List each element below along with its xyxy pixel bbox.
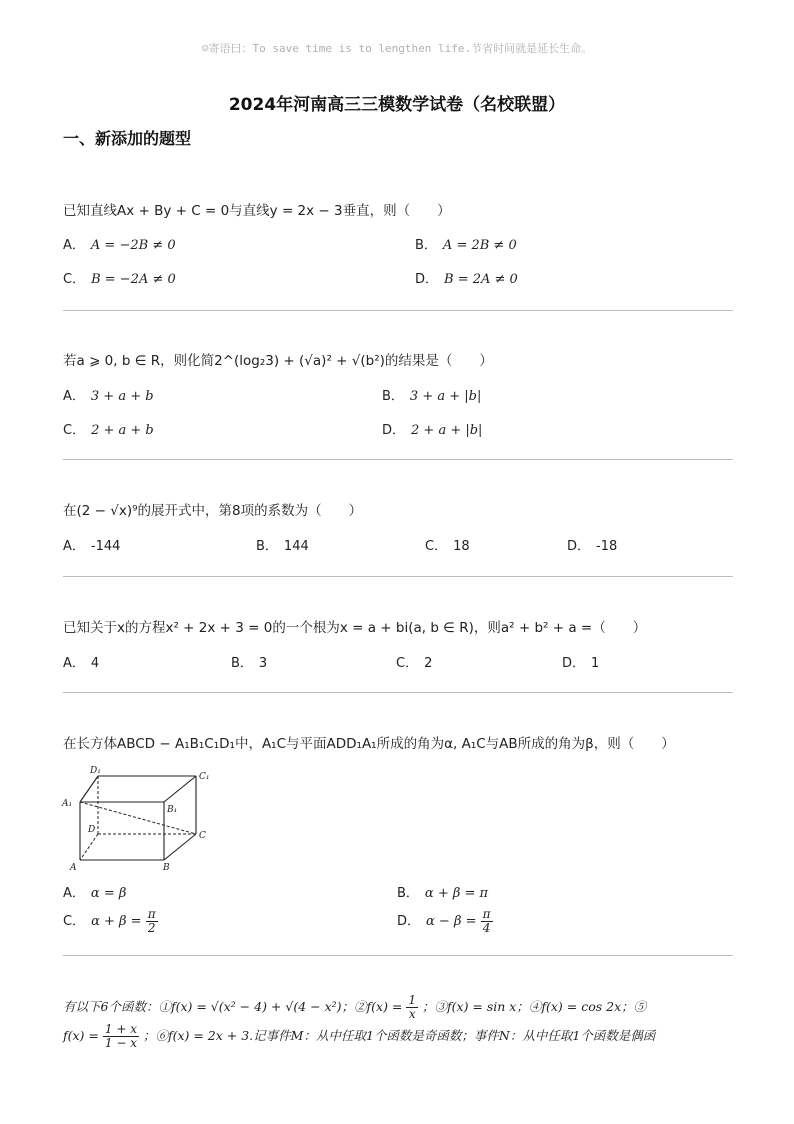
question-3-option-b[interactable]: B． 144: [256, 539, 309, 554]
question-3: [63, 500, 733, 522]
question-4-option-c[interactable]: C． 2: [396, 656, 433, 671]
question-4-option-a[interactable]: A． 4: [63, 656, 100, 671]
divider: [63, 955, 733, 956]
question-4-option-d[interactable]: D． 1: [562, 656, 600, 671]
question-1-stem: 已知直线Ax + By + C = 0与直线y = 2x − 3垂直，则（ ）: [63, 203, 451, 219]
question-3-option-a[interactable]: A． -144: [63, 539, 121, 554]
question-2-option-a[interactable]: A． 3 + a + b: [63, 389, 154, 404]
question-2-option-b[interactable]: B． 3 + a + |b|: [382, 389, 482, 404]
question-1-option-c[interactable]: C． B = −2A ≠ 0: [63, 272, 176, 287]
divider: [63, 692, 733, 693]
question-5-option-c[interactable]: C． α + β = $\frac{\pi}{2}$: [63, 907, 156, 935]
question-2-stem: 若a ⩾ 0, b ∈ R，则化简2^(log₂3) + (√a)² + √(b²)的结果是（ ）: [63, 353, 493, 369]
fraction: $\frac{\pi}{4}$: [482, 907, 491, 935]
fraction: $\frac{1}{x}$: [408, 993, 417, 1021]
question-3-option-c[interactable]: C． 18: [425, 539, 470, 554]
question-1-option-b[interactable]: B． A = 2B ≠ 0: [415, 238, 517, 253]
vertex-c-label: C: [199, 831, 206, 841]
section-title: 一、新添加的题型: [63, 129, 192, 148]
vertex-b-label: B: [163, 863, 170, 873]
vertex-d-label: D: [88, 825, 96, 835]
question-5-option-d[interactable]: D． α − β = $\frac{\pi}{4}$: [397, 907, 491, 935]
document-title: 2024年河南高三三模数学试卷（名校联盟）: [228, 95, 566, 115]
question-1-option-a[interactable]: A． A = −2B ≠ 0: [63, 238, 176, 253]
cuboid-figure: [60, 762, 220, 874]
vertex-c1-label: C₁: [199, 772, 210, 782]
question-1: [63, 200, 733, 222]
question-5-option-b[interactable]: B． α + β = π: [397, 886, 489, 901]
question-5-option-a[interactable]: A． α = β: [63, 886, 127, 901]
question-2-option-d[interactable]: D． 2 + a + |b|: [382, 423, 483, 438]
question-5-stem: 在长方体ABCD − A₁B₁C₁D₁中，A₁C与平面ADD₁A₁所成的角为α, A₁C与AB所成的角为β，则（ ）: [63, 736, 675, 752]
vertex-d1-label: D₁: [90, 766, 101, 776]
vertex-a1-label: A₁: [62, 799, 73, 809]
question-6-line-2: f(x) = $\frac{1 + x}{1 - x}$ ；⑥f(x) = 2x + 3.记事件M：从中任取1个函数是奇函数；事件N：从中任取1个函数是偶函: [63, 1022, 656, 1050]
question-4-option-b[interactable]: B． 3: [231, 656, 268, 671]
question-6-line-1: 有以下6个函数：①f(x) = √(x² − 4) + √(4 − x²)；②f(x) = $\frac{1}{x}$ ；③f(x) = sin x；④f(x) = cos 2x；⑤: [63, 993, 647, 1021]
question-3-stem: 在(2 − √x)⁹的展开式中，第8项的系数为（ ）: [63, 503, 363, 519]
question-3-option-d[interactable]: D． -18: [567, 539, 618, 554]
question-5: [63, 733, 733, 755]
question-4: [63, 617, 733, 639]
header-motto: ☺寄语曰：To save time is to lengthen life.节省时间就是延长生命。: [201, 42, 593, 55]
question-6: [63, 994, 733, 1051]
vertex-a-label: A: [70, 863, 77, 873]
fraction: $\frac{1 + x}{1 - x}$: [104, 1022, 137, 1050]
divider: [63, 459, 733, 460]
divider: [63, 576, 733, 577]
question-2-option-c[interactable]: C． 2 + a + b: [63, 423, 154, 438]
fraction: $\frac{\pi}{2}$: [147, 907, 156, 935]
vertex-b1-label: B₁: [167, 805, 178, 815]
question-4-stem: 已知关于x的方程x² + 2x + 3 = 0的一个根为x = a + bi(a, b ∈ R)，则a² + b² + a =（ ）: [63, 620, 647, 636]
divider: [63, 310, 733, 311]
question-1-option-d[interactable]: D． B = 2A ≠ 0: [415, 272, 518, 287]
question-2: [63, 350, 733, 372]
